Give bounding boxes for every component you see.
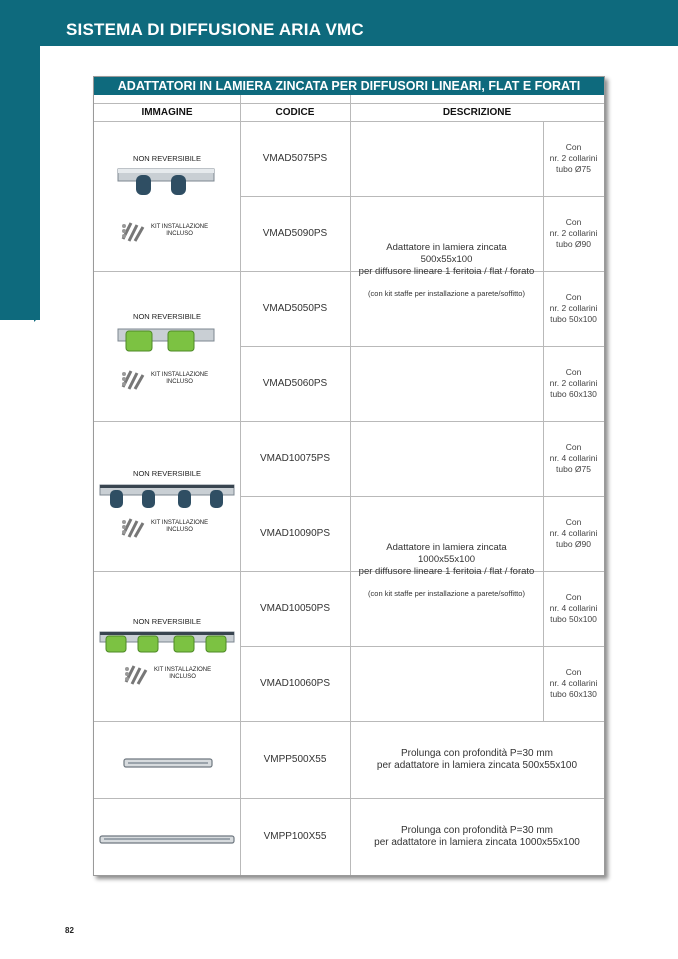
table-row-code: VMAD10050PS: [259, 603, 331, 614]
side-notch: [34, 316, 40, 322]
extension-description: Prolunga con profondità P=30 mm per adattatore in lamiera zincata 500x55x100: [376, 747, 578, 771]
connection-spec: Con nr. 4 collarini tubo Ø90: [549, 517, 598, 549]
table-row-code: VMAD5060PS: [262, 378, 328, 389]
connection-spec: Con nr. 2 collarini tubo Ø75: [549, 142, 598, 174]
extension-code: VMPP500X55: [263, 754, 327, 765]
connection-spec: Con nr. 4 collarini tubo Ø75: [549, 442, 598, 474]
adapter-image-round-2: [116, 167, 216, 197]
page-title: SISTEMA DI DIFFUSIONE ARIA VMC: [66, 20, 364, 39]
column-header-code: CODICE: [275, 107, 315, 118]
non-reversible-label: NON REVERSIBILE: [133, 312, 201, 321]
bracket-kit-icon: [119, 219, 147, 243]
table-row-code: VMAD10060PS: [259, 678, 331, 689]
extension-image-1000: [98, 834, 236, 848]
table-row-code: VMAD5050PS: [262, 303, 328, 314]
non-reversible-label: NON REVERSIBILE: [133, 617, 201, 626]
connection-spec: Con nr. 2 collarini tubo 50x100: [549, 292, 598, 324]
connection-spec: Con nr. 4 collarini tubo 50x100: [549, 592, 598, 624]
non-reversible-label: NON REVERSIBILE: [133, 469, 201, 478]
adapter-image-rect-2: [116, 325, 216, 355]
kit-badge: KIT INSTALLAZIONE INCLUSO: [122, 662, 211, 686]
adapter-image-rect-4: [98, 629, 236, 657]
product-table: [93, 76, 605, 876]
bracket-kit-icon: [119, 367, 147, 391]
table-title: ADATTATORI IN LAMIERA ZINCATA PER DIFFUSORI LINEARI, FLAT E FORATI: [94, 77, 604, 95]
column-header-image: IMMAGINE: [141, 107, 193, 118]
description-group-500: Adattatore in lamiera zincata 500x55x100 per diffusore lineare 1 feritoia / flat / forato (con kit staffe per installazione a parete/soffitto): [358, 242, 535, 298]
bracket-kit-icon: [122, 662, 150, 686]
table-row-code: VMAD5075PS: [262, 153, 328, 164]
table-row-code: VMAD10090PS: [259, 528, 331, 539]
connection-spec: Con nr. 2 collarini tubo 60x130: [549, 367, 598, 399]
table-spacer-row: [94, 95, 604, 104]
column-header-description: DESCRIZIONE: [442, 107, 512, 118]
description-group-1000: Adattatore in lamiera zincata 1000x55x100 per diffusore lineare 1 feritoia / flat / forato (con kit staffe per installazione a parete/soffitto): [358, 542, 535, 598]
adapter-image-round-4: [98, 481, 236, 511]
non-reversible-label: NON REVERSIBILE: [133, 154, 201, 163]
connection-spec: Con nr. 2 collarini tubo Ø90: [549, 217, 598, 249]
bracket-kit-icon: [119, 515, 147, 539]
kit-badge: KIT INSTALLAZIONE INCLUSO: [119, 219, 208, 243]
kit-badge: KIT INSTALLAZIONE INCLUSO: [119, 367, 208, 391]
extension-code: VMPP100X55: [263, 831, 327, 842]
extension-description: Prolunga con profondità P=30 mm per adattatore in lamiera zincata 1000x55x100: [374, 824, 580, 848]
kit-badge: KIT INSTALLAZIONE INCLUSO: [119, 515, 208, 539]
table-row-code: VMAD10075PS: [259, 453, 331, 464]
extension-image-500: [122, 757, 214, 771]
side-band: [0, 46, 40, 320]
connection-spec: Con nr. 4 collarini tubo 60x130: [549, 667, 598, 699]
table-row-code: VMAD5090PS: [262, 228, 328, 239]
page-number: 82: [65, 926, 74, 935]
